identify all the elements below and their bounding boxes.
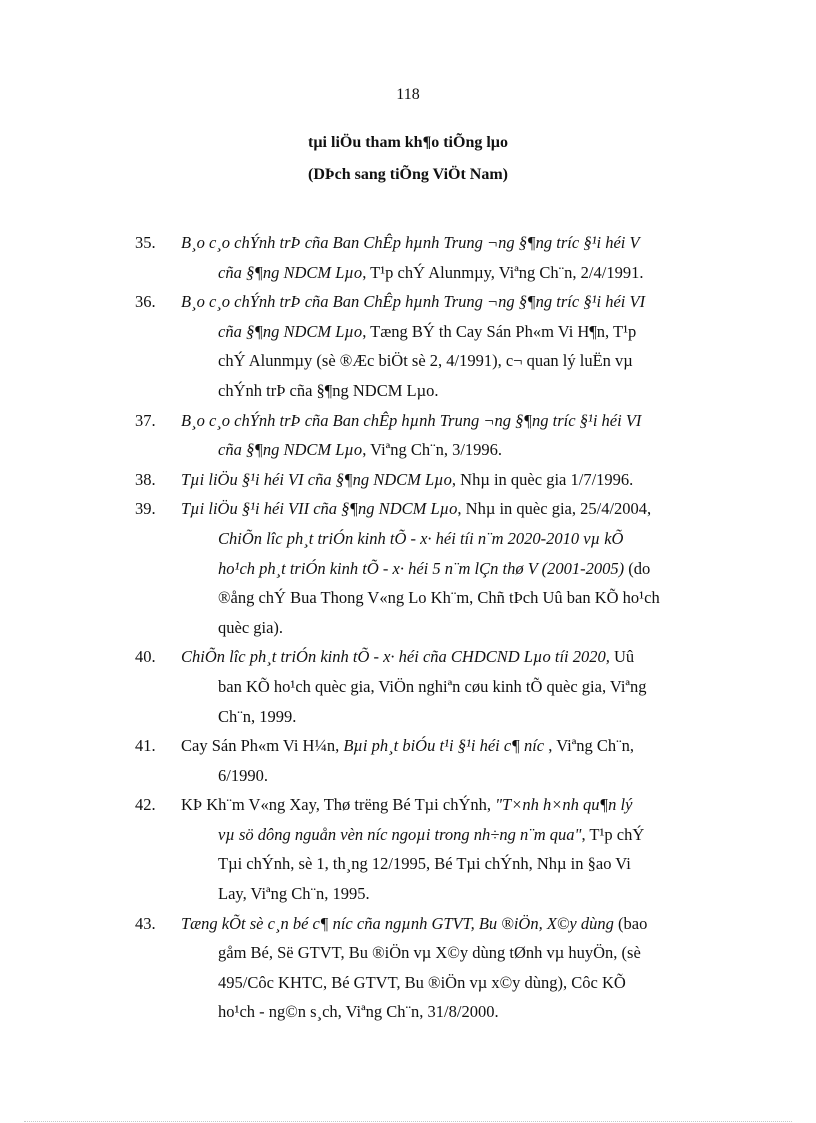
reference-number: 35. (135, 233, 156, 252)
reference-text: Tµi chÝnh, sè 1, th¸ng 12/1995, Bé Tµi chÝnh, Nhµ in §ao Vi (218, 854, 631, 874)
reference-line (182, 494, 769, 524)
reference-title-text: B¸o c¸o chÝnh trÞ cña Ban chÊp hµnh Trung ¬ng §¶ng tríc §¹i héi VI (181, 410, 642, 430)
reference-line (182, 554, 769, 584)
reference-line (182, 406, 769, 436)
reference-text: chÝ Alunmµy (sè ®Æc biÖt sè 2, 4/1991), c¬ quan lý luËn vµ (218, 351, 633, 371)
reference-line (182, 287, 769, 317)
reference-line (182, 228, 769, 258)
reference-line (182, 465, 769, 495)
reference-line (182, 997, 769, 1027)
reference-line (182, 761, 769, 791)
reference-item (135, 909, 769, 1027)
reference-number: 39. (135, 499, 156, 519)
reference-text: , T¹p chÝ Alunmµy, Viªng Ch¨n, 2/4/1991. (362, 262, 644, 282)
page-footer-rule (24, 1121, 792, 1122)
reference-number: 36. (135, 292, 156, 312)
reference-item (135, 494, 769, 642)
reference-title-text: vµ sö dông nguån vèn níc ngoµi trong nh÷ng n¨m qua" (218, 824, 582, 844)
reference-item (135, 642, 769, 731)
reference-number: 42. (135, 795, 156, 815)
reference-text: KÞ Kh¨m V«ng Xay, Thø trëng Bé Tµi chÝnh, (181, 795, 496, 815)
reference-title-text: ho¹ch ph¸t triÓn kinh tÕ - x· héi 5 n¨m lÇn thø V (2001-2005) (218, 558, 625, 578)
reference-item (135, 406, 769, 465)
reference-text: quèc gia). (218, 617, 284, 637)
reference-line (182, 642, 769, 672)
reference-line (182, 909, 769, 939)
reference-number: 43. (135, 913, 156, 933)
reference-text: , Viªng Ch¨n, (544, 736, 635, 756)
reference-text: gåm Bé, Së GTVT, Bu ®iÖn vµ X©y dùng tØnh vµ huyÖn, (sè (218, 943, 641, 963)
reference-title-text: cña §¶ng NDCM Lµo (218, 321, 363, 341)
reference-line (182, 731, 769, 761)
reference-number: 38. (135, 469, 156, 489)
reference-item (135, 790, 769, 908)
reference-number: 41. (135, 736, 156, 756)
reference-text: Lay, Viªng Ch¨n, 1995. (218, 884, 370, 904)
reference-line (182, 790, 769, 820)
reference-title-text: cña §¶ng NDCM Lµo (218, 440, 363, 460)
reference-line (182, 376, 769, 406)
reference-text: chÝnh trÞ cña §¶ng NDCM Lµo. (218, 380, 439, 400)
reference-title-text: Bµi ph¸t biÓu t¹i §¹i héi c¶ níc (343, 736, 545, 756)
reference-title-text: ChiÕn lîc ph¸t triÓn kinh tÕ - x· héi cña CHDCND Lµo tíi 2020, (181, 647, 610, 667)
reference-line (182, 524, 769, 554)
reference-item (135, 287, 769, 405)
reference-title-text: Tµi liÖu §¹i héi VII cña §¶ng NDCM Lµo (181, 499, 458, 519)
reference-text: Cay Sán Ph«m Vi H¼n, (181, 736, 344, 756)
reference-number: 37. (135, 410, 156, 430)
reference-line (182, 820, 769, 850)
reference-line (182, 879, 769, 909)
reference-text: Ch¨n, 1999. (218, 706, 297, 726)
reference-text: , Nhµ in quèc gia 1/7/1996. (451, 469, 634, 489)
reference-line (182, 702, 769, 732)
reference-line (182, 613, 769, 643)
reference-line (182, 583, 769, 613)
section-subtitle: (DÞch sang tiÕng ViÖt Nam) (308, 166, 508, 183)
section-title: tµi liÖu tham kh¶o tiÕng lµo (308, 134, 508, 151)
reference-title-text: B¸o c¸o chÝnh trÞ cña Ban ChÊp hµnh Trung ¬ng §¶ng tríc §¹i héi V (181, 233, 640, 252)
reference-line (182, 849, 769, 879)
reference-line (182, 258, 769, 288)
reference-text: Uû (609, 647, 635, 667)
reference-line (182, 938, 769, 968)
reference-text: ban KÕ ho¹ch quèc gia, ViÖn nghiªn cøu kinh tÕ quèc gia, Viªng (218, 676, 647, 696)
reference-line (182, 435, 769, 465)
reference-text: 6/1990. (218, 765, 268, 785)
reference-line (182, 346, 769, 376)
reference-text: , T¹p chÝ (581, 824, 645, 844)
reference-text: ho¹ch - ng©n s¸ch, Viªng Ch¨n, 31/8/2000. (218, 1002, 499, 1022)
reference-text: (bao (613, 913, 648, 933)
reference-title-text: Tµi liÖu §¹i héi VI cña §¶ng NDCM Lµo (181, 469, 452, 489)
reference-text: ®ång chÝ Bua Thong V«ng Lo Kh¨m, Chñ tÞch Uû ban KÕ ho¹ch (218, 588, 660, 608)
reference-list (135, 228, 769, 1027)
reference-item (135, 228, 769, 287)
page-number: 118 (396, 86, 420, 103)
reference-item (135, 731, 769, 790)
reference-item (135, 465, 769, 495)
reference-title-text: ChiÕn lîc ph¸t triÓn kinh tÕ - x· héi tíi n¨m 2020-2010 vµ kÕ (218, 528, 624, 548)
reference-text: , Nhµ in quèc gia, 25/4/2004, (457, 499, 652, 519)
reference-line (182, 317, 769, 347)
reference-text: 495/Côc KHTC, Bé GTVT, Bu ®iÖn vµ x©y dùng), Côc KÕ (218, 972, 626, 992)
reference-title-text: Tæng kÕt sè c¸n bé c¶ níc cña ngµnh GTVT, Bu ®iÖn, X©y dùng (181, 913, 614, 933)
reference-title-text: "T×nh h×nh qu¶n lý (495, 795, 633, 815)
reference-text: , Tæng BÝ th Cay Sán Ph«m Vi H¶n, T¹p (362, 321, 637, 341)
reference-title-text: B¸o c¸o chÝnh trÞ cña Ban ChÊp hµnh Trung ¬ng §¶ng tríc §¹i héi VI (181, 292, 646, 312)
reference-text: , Viªng Ch¨n, 3/1996. (362, 440, 503, 460)
reference-line (182, 672, 769, 702)
reference-line (182, 968, 769, 998)
reference-title-text: cña §¶ng NDCM Lµo (218, 262, 363, 282)
reference-text: (do (624, 558, 651, 578)
reference-number: 40. (135, 647, 156, 667)
